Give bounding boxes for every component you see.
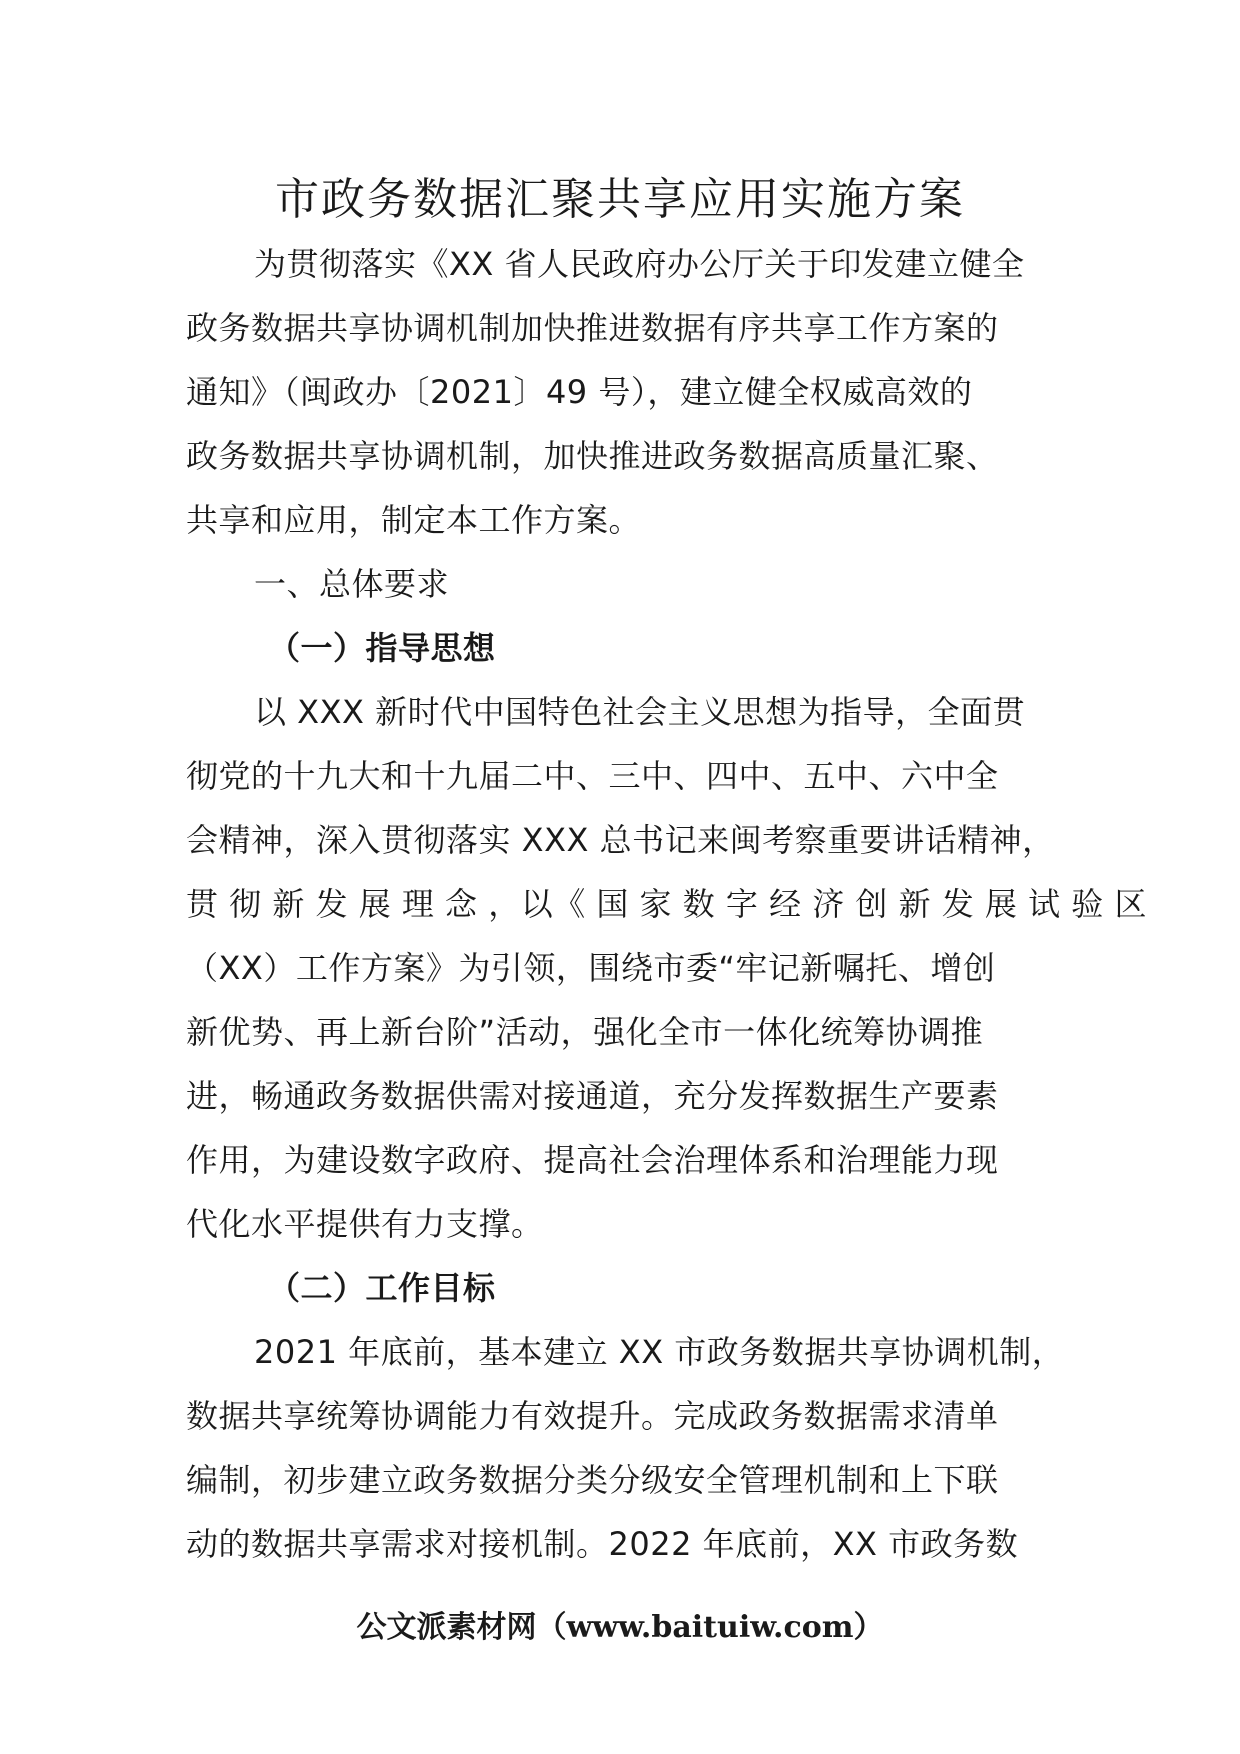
intro-line: 政务数据共享协调机制加快推进数据有序共享工作方案的 (186, 309, 999, 347)
document-title: 市政务数据汇聚共享应用实施方案 (275, 174, 965, 225)
subsection-heading (186, 616, 1086, 680)
paragraph-line: （XX）工作方案》为引领，围绕市委“牢记新嘱托、增创 (186, 949, 996, 987)
intro-line: 共享和应用，制定本工作方案。 (186, 501, 642, 539)
intro-line: 通知》（闽政办〔2021〕49 号），建立健全权威高效的 (186, 373, 973, 411)
paragraph-line: 2021 年底前，基本建立 XX 市政务数据共享协调机制， (254, 1333, 1065, 1371)
paragraph-line: 动的数据共享需求对接机制。2022 年底前，XX 市政务数 (186, 1525, 1019, 1563)
subsection-heading-text: （二）工作目标 (268, 1269, 496, 1307)
paragraph-line: 进，畅通政务数据供需对接通道，充分发挥数据生产要素 (186, 1077, 999, 1115)
paragraph-line: 以 XXX 新时代中国特色社会主义思想为指导，全面贯 (254, 693, 1026, 731)
paragraph-line: 会精神，深入贯彻落实 XXX 总书记来闽考察重要讲话精神， (186, 821, 1055, 859)
paragraph-line: 贯 彻 新 发 展 理 念 ，以《 国 家 数 字 经 济 创 新 发 展 试 验 区 (186, 885, 1147, 923)
guiding-ideology-paragraph (186, 680, 1147, 1256)
intro-line: 政务数据共享协调机制，加快推进政务数据高质量汇聚、 (186, 437, 999, 475)
intro-paragraph (186, 232, 1086, 552)
section-heading-text: 一、总体要求 (254, 565, 450, 603)
footer-source: 公文派素材网（www.baituiw.com） (356, 1610, 884, 1645)
paragraph-line: 数据共享统筹协调能力有效提升。完成政务数据需求清单 (186, 1397, 999, 1435)
work-goals-paragraph (186, 1320, 1086, 1576)
paragraph-line: 编制，初步建立政务数据分类分级安全管理机制和上下联 (186, 1461, 999, 1499)
subsection-heading (186, 1256, 1086, 1320)
paragraph-line: 彻党的十九大和十九届二中、三中、四中、五中、六中全 (186, 757, 999, 795)
section-heading (186, 552, 1086, 616)
paragraph-line: 代化水平提供有力支撑。 (186, 1205, 544, 1243)
subsection-heading-text: （一）指导思想 (268, 629, 496, 667)
paragraph-line: 新优势、再上新台阶”活动，强化全市一体化统筹协调推 (186, 1013, 984, 1051)
intro-line: 为贯彻落实《XX 省人民政府办公厅关于印发建立健全 (254, 245, 1025, 283)
paragraph-line: 作用，为建设数字政府、提高社会治理体系和治理能力现 (186, 1141, 999, 1179)
